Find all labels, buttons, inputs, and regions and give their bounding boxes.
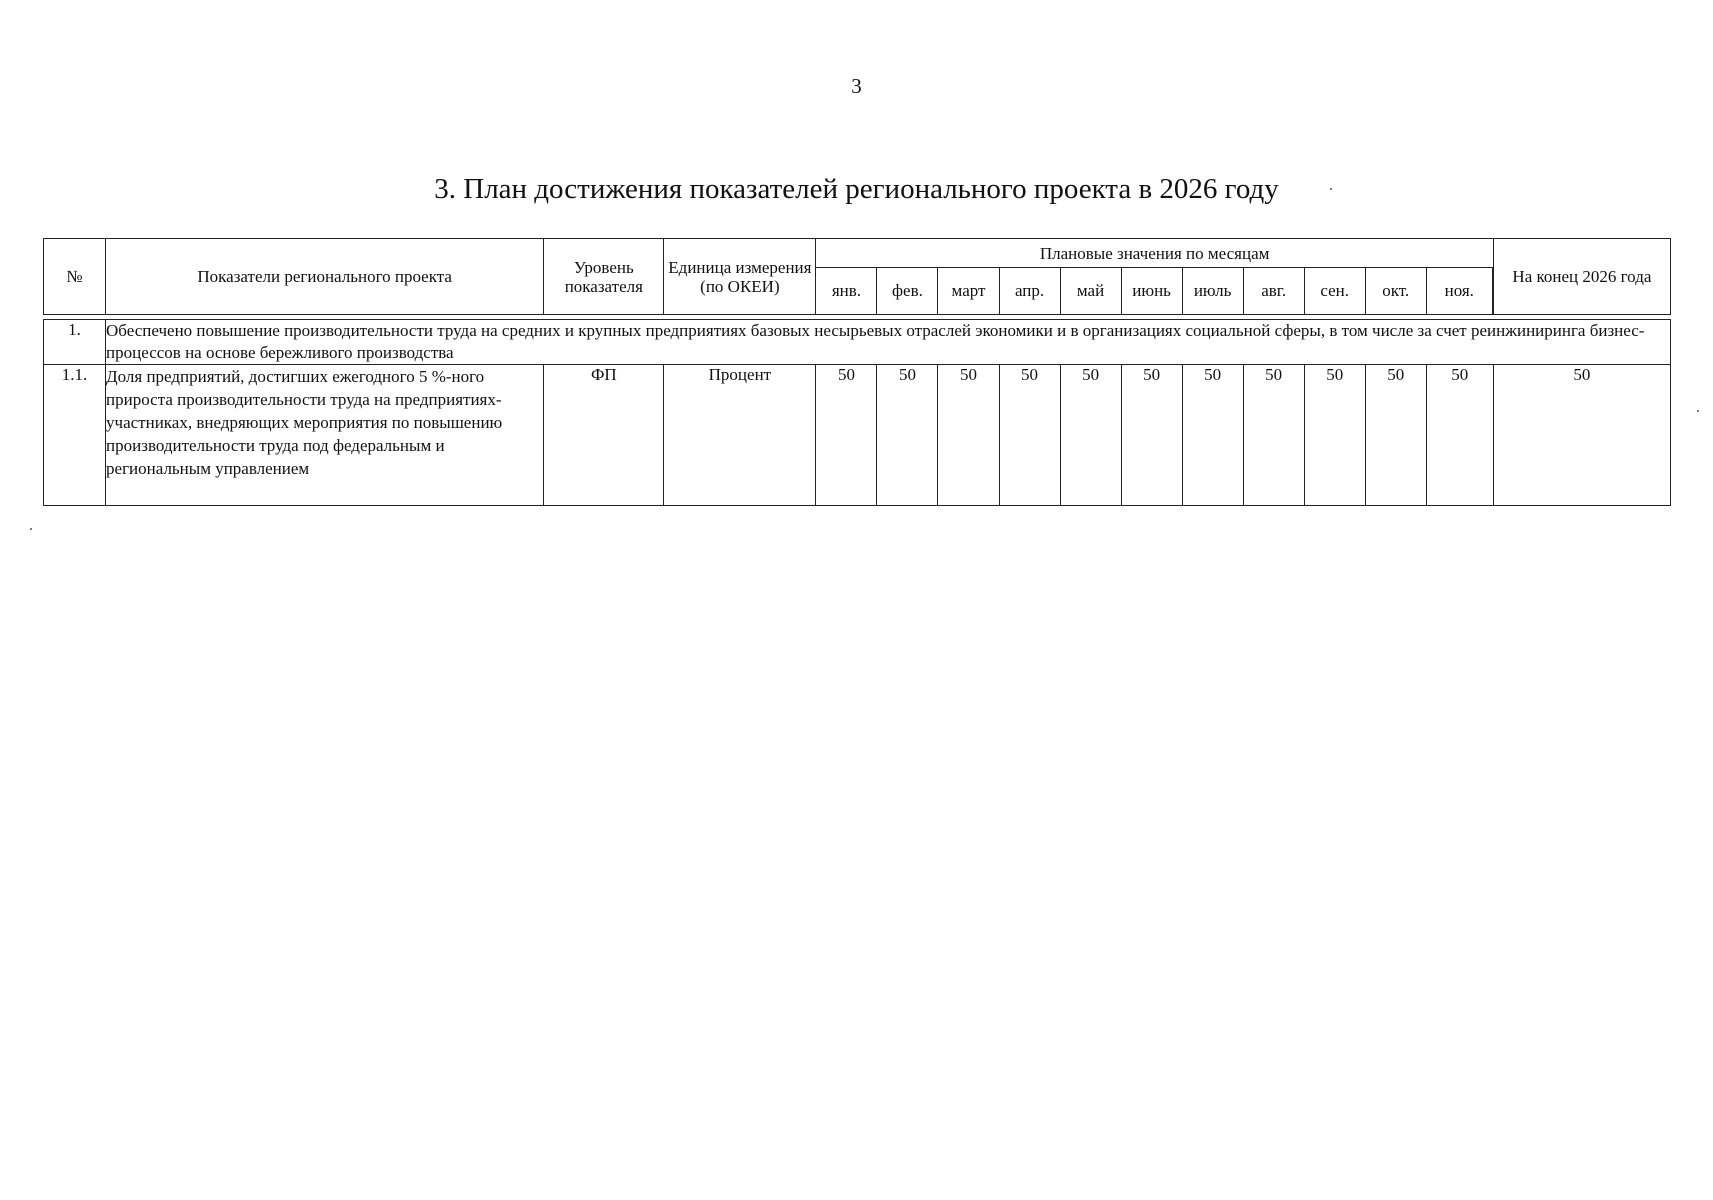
header-indicators: Показатели регионального проекта xyxy=(105,238,543,314)
table-row xyxy=(43,364,1671,506)
section-number: 1. xyxy=(43,319,105,364)
month-value: 50 xyxy=(937,364,998,506)
indicator-level: ФП xyxy=(543,364,663,506)
indicators-plan-table xyxy=(43,238,1671,506)
month-value: 50 xyxy=(1121,364,1182,506)
scan-speck xyxy=(1697,410,1699,412)
month-value: 50 xyxy=(1243,364,1304,506)
header-month: фев. xyxy=(876,267,937,314)
header-month: ноя. xyxy=(1426,267,1493,314)
month-value: 50 xyxy=(999,364,1060,506)
scan-speck xyxy=(1330,188,1332,190)
document-title: 3. План достижения показателей регионального проекта в 2026 году xyxy=(434,173,1279,205)
section-row xyxy=(43,319,1671,364)
header-month: авг. xyxy=(1243,267,1304,314)
header-month: май xyxy=(1060,267,1121,314)
header-month: янв. xyxy=(815,267,876,314)
header-month: апр. xyxy=(999,267,1060,314)
month-value: 50 xyxy=(876,364,937,506)
header-month: июль xyxy=(1182,267,1243,314)
month-value: 50 xyxy=(815,364,876,506)
header-month: март xyxy=(937,267,998,314)
header-unit: Единица измерения (по ОКЕИ) xyxy=(663,238,815,314)
header-month: окт. xyxy=(1365,267,1426,314)
page-number: 3 xyxy=(851,74,862,98)
month-value: 50 xyxy=(1060,364,1121,506)
month-value: 50 xyxy=(1304,364,1365,506)
header-month: июнь xyxy=(1121,267,1182,314)
indicator-name: Доля предприятий, достигших ежегодного 5 %-ного прироста производительности труда на предприятиях-участниках, внедряющих мероприятия по повышению производительности труда под федеральным и региональным управлением xyxy=(105,364,543,506)
month-value: 50 xyxy=(1182,364,1243,506)
header-level: Уровень показателя xyxy=(543,238,663,314)
scan-speck xyxy=(30,528,32,530)
section-title: Обеспечено повышение производительности труда на средних и крупных предприятиях базовых несырьевых отраслей экономики и в организациях социальной сферы, в том числе за счет реинжиниринга бизнес-процессов на основе бережливого производства xyxy=(105,319,1671,364)
indicator-unit: Процент xyxy=(663,364,815,506)
header-month: сен. xyxy=(1304,267,1365,314)
header-num: № xyxy=(43,238,105,314)
header-year-end: На конец 2026 года xyxy=(1493,238,1671,314)
month-value: 50 xyxy=(1426,364,1493,506)
header-monthly-group: Плановые значения по месяцам xyxy=(815,238,1492,267)
year-end-value: 50 xyxy=(1493,364,1671,506)
month-value: 50 xyxy=(1365,364,1426,506)
row-number: 1.1. xyxy=(43,364,105,506)
